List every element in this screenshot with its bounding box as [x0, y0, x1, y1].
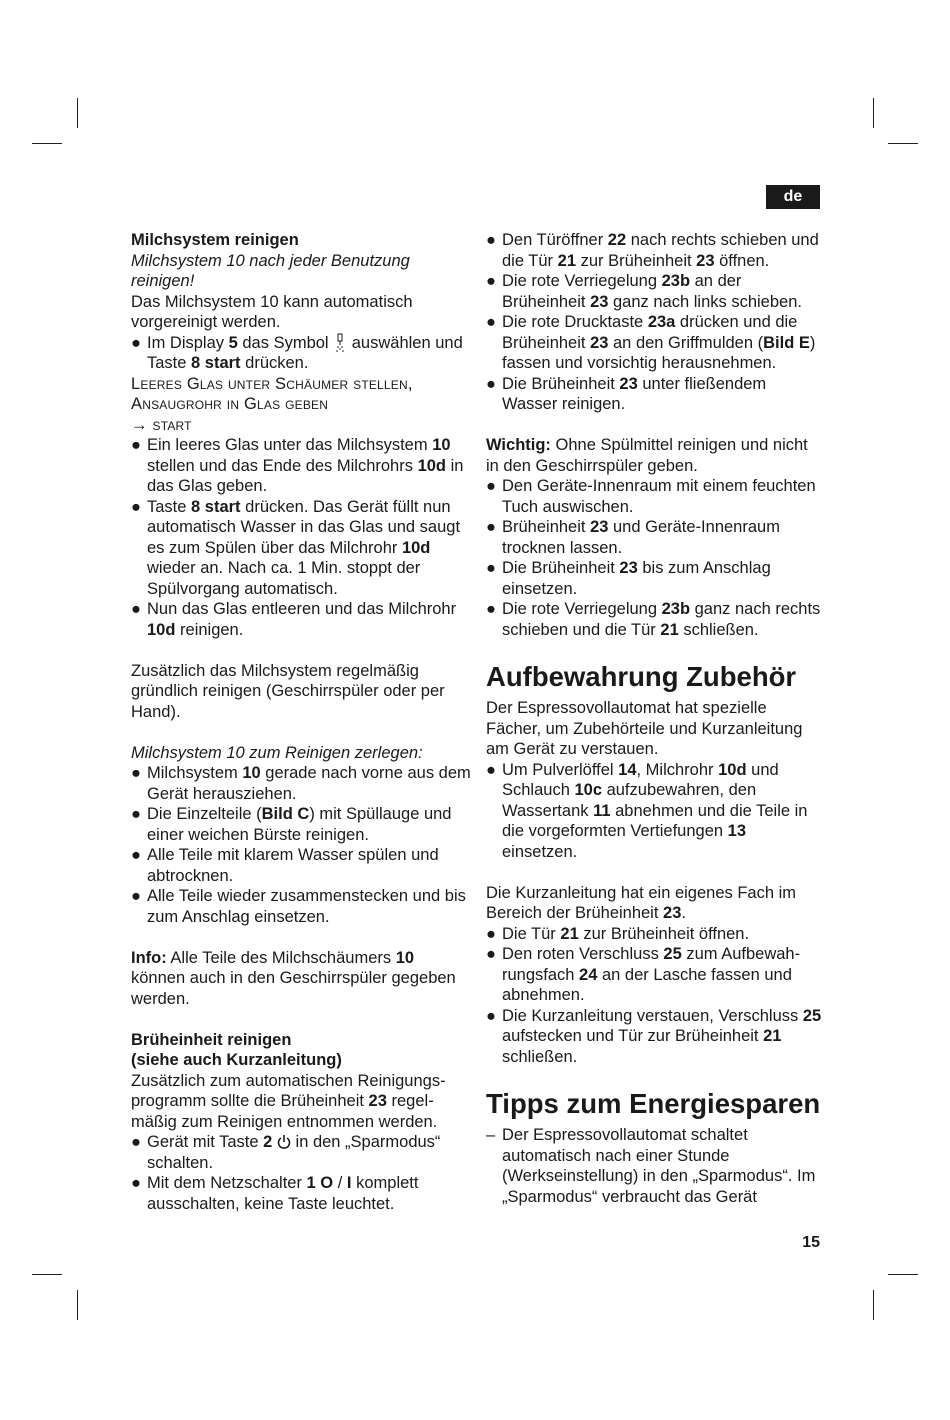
list-item: – Der Espressovollautomat schaltet automatisch nach einer Stunde (Werkseinstellung) in den „Sparmodus“. Im „Sparmodus“ verbraucht das Gerät — [486, 1126, 816, 1206]
list-item: ● Brüheinheit 23 und Geräte-Innenraum trocknen lassen. — [486, 518, 780, 557]
crop-mark — [873, 1290, 874, 1320]
heading-brueheinheit: Brüheinheit reinigen — [131, 1030, 292, 1049]
list-item: ● Den roten Verschluss 25 zum Aufbewahrungsfach 24 an der Lasche fassen und abnehmen. — [486, 945, 801, 1004]
list-item: ● Ein leeres Glas unter das Milchsystem 10 stellen und das Ende des Milchrohrs 10d in das Glas geben. — [131, 436, 464, 495]
crop-mark — [873, 98, 874, 128]
list-item: ● Die Kurzanleitung verstauen, Verschluss 25 aufstecken und Tür zur Brüheinheit 21 schließen. — [486, 1006, 822, 1066]
list-item: ● Die rote Verriegelung 23b an der Brüheinheit 23 ganz nach links schieben. — [486, 272, 802, 311]
list-item: ● Die rote Drucktaste 23a drücken und die Brüheinheit 23 an den Griffmulden (Bild E) fassen und vorsichtig herausnehmen. — [486, 313, 816, 372]
language-tab: de — [766, 185, 820, 209]
crop-mark — [888, 143, 918, 144]
list-item: ● Nun das Glas entleeren und das Milchrohr 10d reinigen. — [131, 600, 457, 639]
power-icon — [277, 1132, 291, 1152]
crop-mark — [888, 1274, 918, 1275]
heading-milchsystem: Milchsystem reinigen — [131, 231, 299, 249]
important-note: Wichtig: Ohne Spülmittel reinigen und nicht in den Geschirrspüler geben. — [486, 436, 808, 475]
paragraph: Zusätzlich das Milchsystem regelmäßig gründlich reinigen (Geschirrspüler oder per Hand). — [131, 661, 445, 721]
list-item: ● Um Pulverlöffel 14, Milchrohr 10d und Schlauch 10c aufzubewahren, den Wassertank 11 abnehmen und die Teile in die vorgeformten Vertiefungen 13 einsetzen. — [486, 760, 808, 861]
list-item: ● Milchsystem 10 gerade nach vorne aus dem Gerät herausziehen. — [131, 764, 471, 803]
heading-energiesparen: Tipps zum Energiesparen — [486, 1088, 821, 1119]
bullet-icon: ● — [131, 333, 141, 352]
display-text: Leeres Glas unter Schäumer stellen, Ansaugrohr in Glas geben — [131, 374, 413, 413]
list-item: ● Im Display 5 das Symbol auswählen und Taste 8 start drücken. — [131, 333, 463, 372]
paragraph: Der Espressovollautomat hat spezielle Fächer, um Zubehörteile und Kurzanleitung am Gerät zu verstauen. — [486, 699, 803, 758]
list-item: ● Die Brüheinheit 23 bis zum Anschlag einsetzen. — [486, 559, 771, 598]
list-item: ● Den Türöffner 22 nach rechts schieben und die Tür 21 zur Brüheinheit 23 öffnen. — [486, 231, 819, 270]
zerlegen-intro: Milchsystem 10 zum Reinigen zerlegen: — [131, 743, 423, 762]
milk-rinse-icon — [333, 333, 347, 353]
list-item: ● Den Geräte-Innenraum mit einem feuchten Tuch auswischen. — [486, 477, 816, 516]
right-column — [486, 230, 824, 1207]
crop-mark — [32, 1274, 62, 1275]
list-item: ● Mit dem Netzschalter 1 O / I komplett ausschalten, keine Taste leuchtet. — [131, 1174, 419, 1213]
heading-brueheinheit-sub: (siehe auch Kurzanleitung) — [131, 1051, 342, 1069]
list-item: ● Die Einzelteile (Bild C) mit Spüllauge und einer weichen Bürste reinigen. — [131, 805, 452, 844]
list-item: ● Alle Teile mit klarem Wasser spülen und abtrocknen. — [131, 846, 439, 885]
list-item: ● Die rote Verriegelung 23b ganz nach rechts schieben und die Tür 21 schließen. — [486, 600, 821, 639]
left-column — [131, 230, 471, 1214]
list-item: ● Taste 8 start drücken. Das Gerät füllt nun automatisch Wasser in das Glas und saugt es zum Spülen über das Milchrohr 10d wieder an. Nach ca. 1 Min. stoppt der Spülvorgang automatisch. — [131, 497, 461, 598]
list-item: ● Die Brüheinheit 23 unter fließendem Wasser reinigen. — [486, 374, 767, 413]
list-item: ● Die Tür 21 zur Brüheinheit öffnen. — [486, 924, 750, 943]
list-item: ● Alle Teile wieder zusammenstecken und bis zum Anschlag einsetzen. — [131, 887, 466, 926]
heading-aufbewahrung: Aufbewahrung Zubehör — [486, 661, 797, 692]
display-text-start: → start — [131, 415, 192, 434]
info-note: Info: Alle Teile des Milchschäumers 10 können auch in den Geschirrspüler gegeben werden. — [131, 948, 456, 1008]
crop-mark — [77, 1290, 78, 1320]
paragraph: Zusätzlich zum automatischen Reinigungsprogramm sollte die Brüheinheit 23 regelmäßig zum Reinigen entnommen werden. — [131, 1071, 446, 1131]
crop-mark — [77, 98, 78, 128]
page-number: 15 — [802, 1234, 820, 1251]
milch-intro: Milchsystem 10 nach jeder Benutzung reinigen! — [131, 251, 410, 290]
dash-icon: – — [486, 1126, 496, 1144]
milch-auto: Das Milchsystem 10 kann automatisch vorgereinigt werden. — [131, 292, 413, 331]
list-item: ● Gerät mit Taste 2 in den „Sparmodus“ schalten. — [131, 1133, 441, 1172]
crop-mark — [32, 143, 62, 144]
paragraph: Die Kurzanleitung hat ein eigenes Fach im Bereich der Brüheinheit 23. — [486, 883, 797, 922]
